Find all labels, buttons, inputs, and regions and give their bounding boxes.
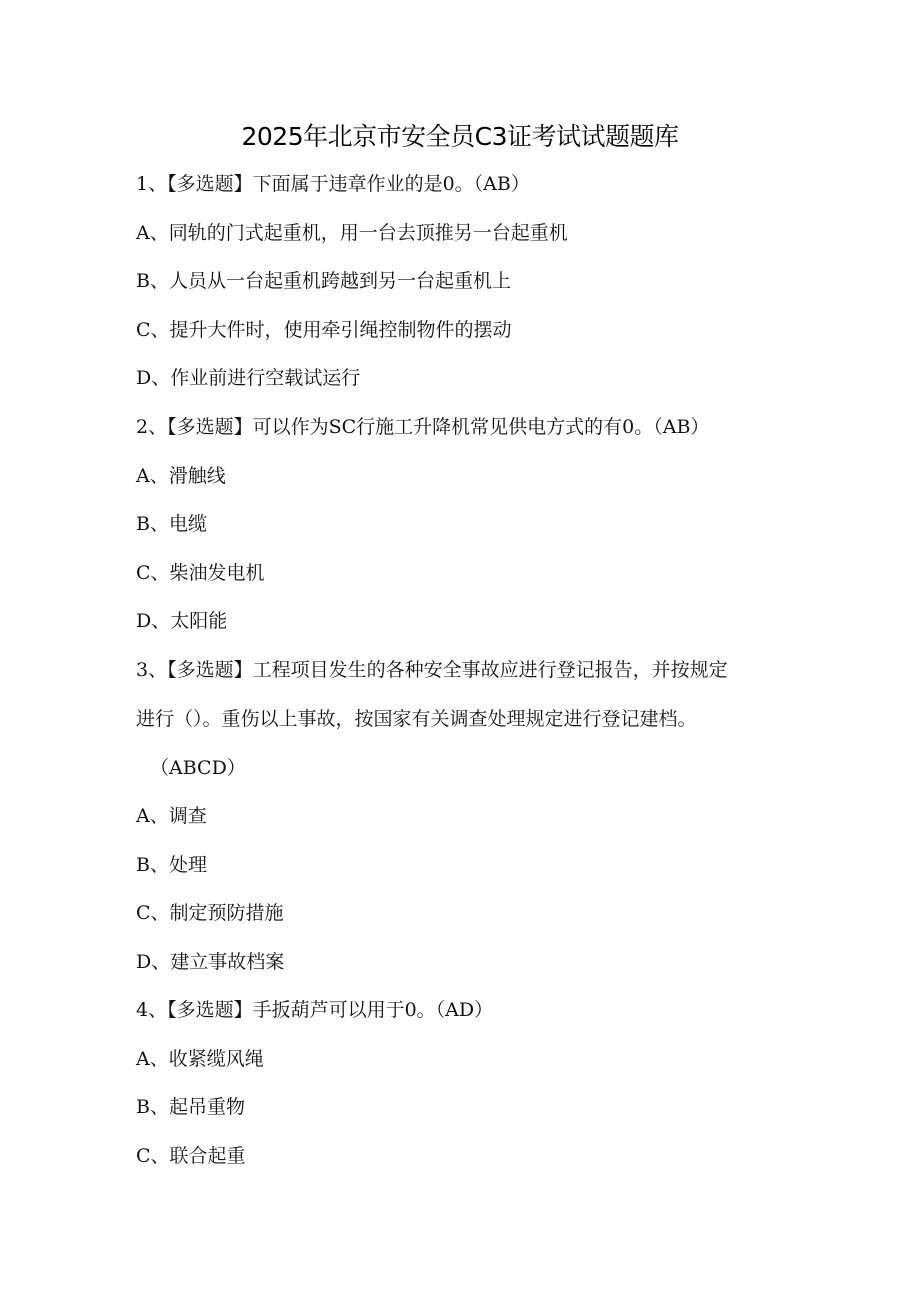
question-4-option-a: A、收紧缆风绳 (136, 1048, 264, 1070)
question-3-option-d: D、建立事故档案 (136, 951, 285, 973)
question-2-option-d: D、太阳能 (136, 610, 228, 632)
question-3-answer: （ABCD） (150, 757, 246, 779)
question-3-option-c: C、制定预防措施 (136, 902, 284, 924)
question-3-stem-line-1: 3、【多选题】工程项目发生的各种安全事故应进行登记报告，并按规定 (136, 659, 728, 681)
question-1-option-b: B、人员从一台起重机跨越到另一台起重机上 (136, 270, 511, 292)
question-2-option-a: A、滑触线 (136, 465, 226, 487)
question-2-option-b: B、电缆 (136, 513, 207, 535)
question-4-option-b: B、起吊重物 (136, 1096, 245, 1118)
question-1-option-a: A、同轨的门式起重机，用一台去顶推另一台起重机 (136, 222, 568, 244)
question-1-option-c: C、提升大件时，使用牵引绳控制物件的摆动 (136, 319, 512, 341)
question-3-option-a: A、调查 (136, 805, 207, 827)
question-3-stem-line-2: 进行（）。重伤以上事故，按国家有关调查处理规定进行登记建档。 (136, 708, 697, 730)
question-1-stem: 1、【多选题】下面属于违章作业的是0。（AB） (136, 173, 530, 195)
page-title: 2025年北京市安全员C3证考试试题题库 (241, 122, 679, 151)
question-3-option-b: B、处理 (136, 854, 207, 876)
question-2-option-c: C、柴油发电机 (136, 562, 265, 584)
question-2-stem: 2、【多选题】可以作为SC行施工升降机常见供电方式的有0。（AB） (136, 416, 710, 438)
question-4-stem: 4、【多选题】手扳葫芦可以用于0。（AD） (136, 999, 494, 1021)
question-1-option-d: D、作业前进行空载试运行 (136, 367, 361, 389)
question-4-option-c: C、联合起重 (136, 1145, 246, 1167)
